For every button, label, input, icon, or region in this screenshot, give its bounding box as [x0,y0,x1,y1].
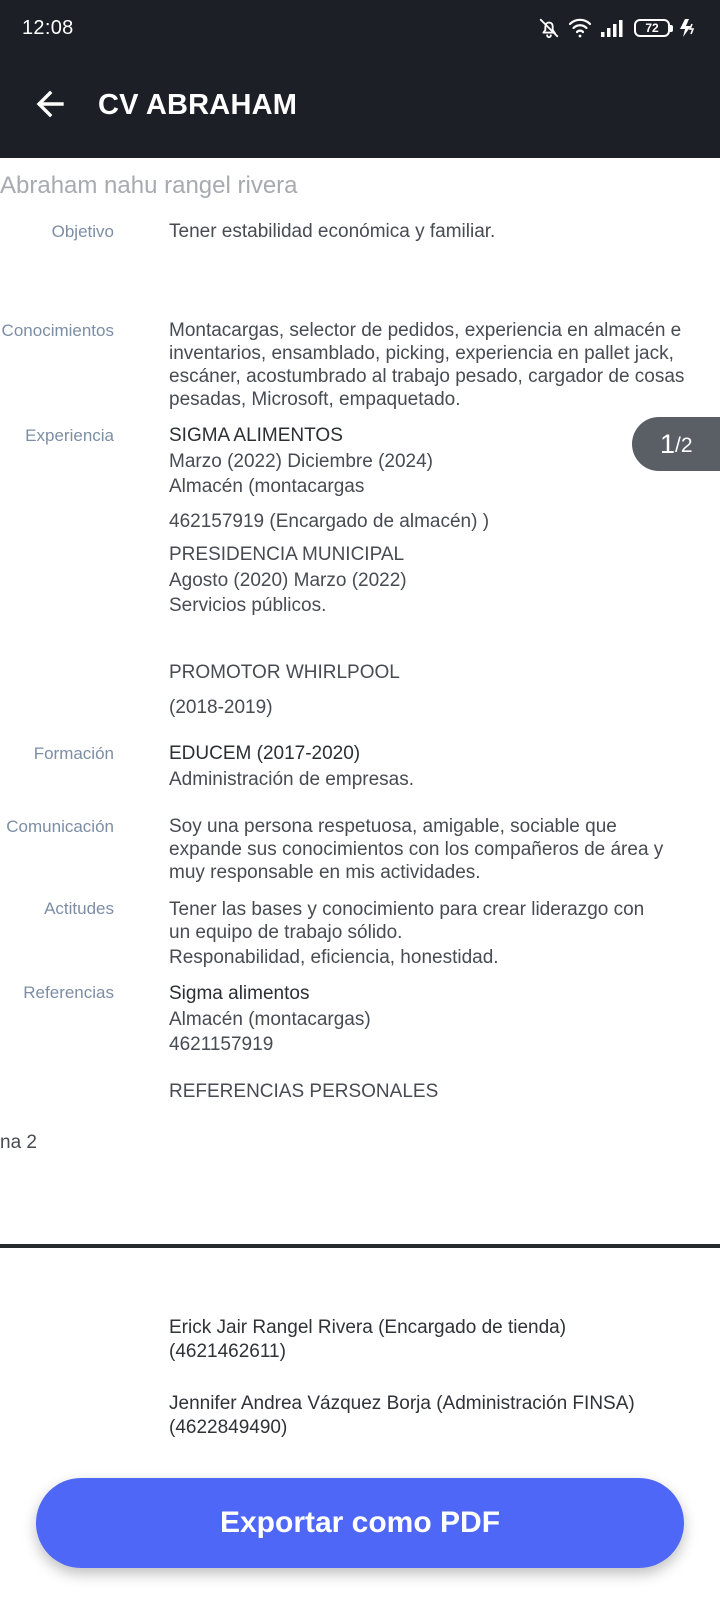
actitudes-line: Tener las bases y conocimiento para crear liderazgo con [169,899,645,920]
objetivo-text [169,220,699,243]
status-bar [0,0,720,56]
label-objetivo: Objetivo [51,222,114,241]
referencia-personal-1 [169,1316,699,1363]
export-pdf-button[interactable]: Exportar como PDF [36,1478,684,1568]
comunicacion-line: Soy una persona respetuosa, amigable, sociable que [169,816,617,837]
label-comunicacion: Comunicación [6,817,114,836]
referencia-personal-line: Erick Jair Rangel Rivera (Encargado de tienda) [169,1317,567,1338]
page-indicator [632,417,720,471]
cv-document-page-1[interactable] [0,158,720,1248]
signal-icon [600,18,626,38]
bell-off-icon [538,17,560,39]
label-formacion: Formación [33,744,114,763]
referencia-personal-line: (4621462611) [169,1341,286,1362]
cv-name: Abraham nahu rangel rivera [0,172,298,199]
conocimientos-line: escáner, acostumbrado al trabajo pesado, cargador de cosas [169,366,685,387]
job-area: Servicios públicos. [169,595,327,616]
comunicacion-line: expande sus conocimientos con los compañeros de área y [169,839,664,860]
conocimientos-line: pesadas, Microsoft, empaquetado. [169,389,461,410]
referencia-personal-line: Jennifer Andrea Vázquez Borja (Administración FINSA) [169,1393,635,1414]
formacion-school: EDUCEM (2017-2020) [169,743,361,764]
referencia-company: Sigma alimentos [169,983,310,1004]
comunicacion-line: muy responsable en mis actividades. [169,862,481,883]
arrow-left-icon [35,90,65,123]
experiencia-job-3 [169,661,699,719]
job-company: PRESIDENCIA MUNICIPAL [169,544,405,565]
job-area: Almacén (montacargas [169,476,365,497]
formacion-degree: Administración de empresas. [169,769,414,790]
charging-icon [678,18,696,38]
referencia-personal-2 [169,1392,699,1439]
job-contact: 462157919 (Encargado de almacén) ) [169,511,490,532]
page-title: CV ABRAHAM [98,89,298,121]
app-bar [0,56,720,158]
job-period: Marzo (2022) Diciembre (2024) [169,451,433,472]
experiencia-job-2 [169,543,699,617]
page-footer: na 2 [0,1132,37,1153]
formacion-text [169,742,699,791]
battery-icon: 72 [634,19,670,37]
job-period: (2018-2019) [169,697,273,718]
actitudes-line: Responabilidad, eficiencia, honestidad. [169,947,499,968]
comunicacion-text [169,815,699,884]
conocimientos-line: inventarios, ensamblado, picking, experiencia en pallet jack, [169,343,674,364]
label-conocimientos: Conocimientos [1,321,114,340]
conocimientos-line: Montacargas, selector de pedidos, experiencia en almacén e [169,320,682,341]
referencias-personales-heading: REFERENCIAS PERSONALES [169,1081,439,1102]
referencias-text [169,982,699,1103]
actitudes-line: un equipo de trabajo sólido. [169,922,403,943]
status-time: 12:08 [22,17,74,39]
label-experiencia: Experiencia [25,426,114,445]
experiencia-job-1 [169,424,699,533]
actitudes-text [169,898,699,969]
conocimientos-text [169,319,699,411]
referencia-personal-line: (4622849490) [169,1417,288,1438]
job-period: Agosto (2020) Marzo (2022) [169,570,407,591]
page-total: /2 [675,434,693,457]
label-referencias: Referencias [23,983,114,1002]
page-current: 1 [660,428,676,459]
back-button[interactable] [26,82,74,130]
wifi-icon [568,17,592,39]
objetivo-line: Tener estabilidad económica y familiar. [169,221,496,242]
status-icons [538,16,696,40]
referencia-area: Almacén (montacargas) [169,1009,371,1030]
referencia-phone: 4621157919 [169,1034,274,1055]
job-company: SIGMA ALIMENTOS [169,425,343,446]
job-company: PROMOTOR WHIRLPOOL [169,662,400,683]
label-actitudes: Actitudes [44,899,114,918]
